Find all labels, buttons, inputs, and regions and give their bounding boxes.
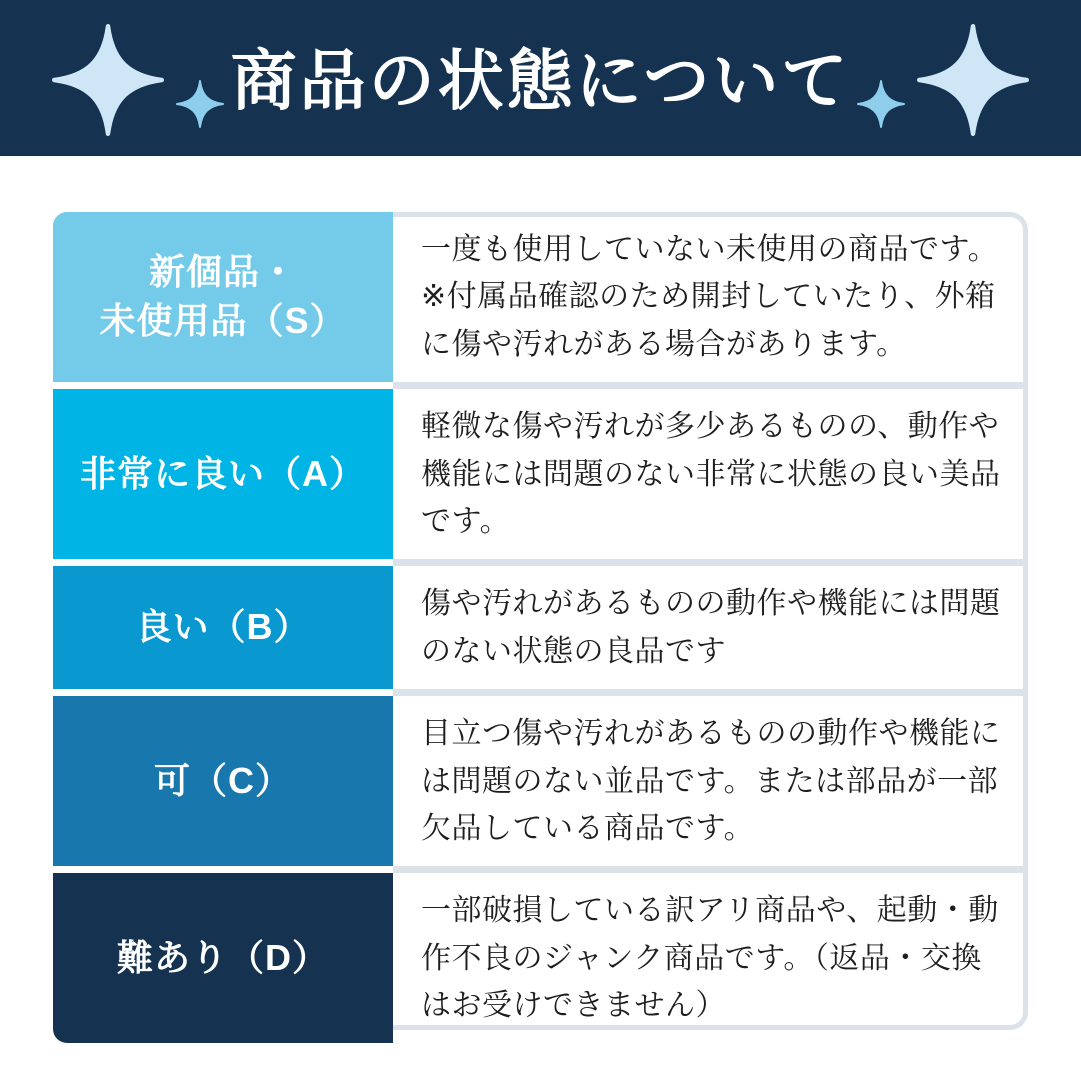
page-header xyxy=(0,0,1081,156)
grade-label: 未使用品（S） xyxy=(99,300,347,342)
sparkle-icon xyxy=(857,80,905,128)
grade-label: 新個品・ xyxy=(148,251,297,293)
condition-table xyxy=(53,212,1028,1030)
grade-label: 良い（B） xyxy=(135,606,311,648)
grade-cell-c xyxy=(53,696,393,873)
sparkle-icon xyxy=(917,24,1029,136)
grade-description-s: 一度も使用していない未使用の商品です。※付属品確認のため開封していたり、外箱に傷や汚れがある場合があります。 xyxy=(393,212,1028,389)
grade-description-b: 傷や汚れがあるものの動作や機能には問題のない状態の良品です xyxy=(393,566,1028,696)
grade-description-a: 軽微な傷や汚れが多少あるものの、動作や機能には問題のない非常に状態の良い美品です。 xyxy=(393,389,1028,566)
grade-cell-b xyxy=(53,566,393,696)
grade-label: 可（C） xyxy=(154,759,292,801)
grade-label: 非常に良い（A） xyxy=(80,452,366,494)
grade-description-c: 目立つ傷や汚れがあるものの動作や機能には問題のない並品です。または部品が一部欠品している商品です。 xyxy=(393,696,1028,873)
page-title: 商品の状態について xyxy=(230,43,851,118)
grade-label: 難あり（D） xyxy=(117,937,329,979)
grade-cell-d xyxy=(53,873,393,1043)
grade-description-d: 一部破損している訳アリ商品や、起動・動作不良のジャンク商品です。（返品・交換はお受けできません） xyxy=(393,873,1028,1043)
grade-cell-a xyxy=(53,389,393,566)
grade-cell-s xyxy=(53,212,393,389)
